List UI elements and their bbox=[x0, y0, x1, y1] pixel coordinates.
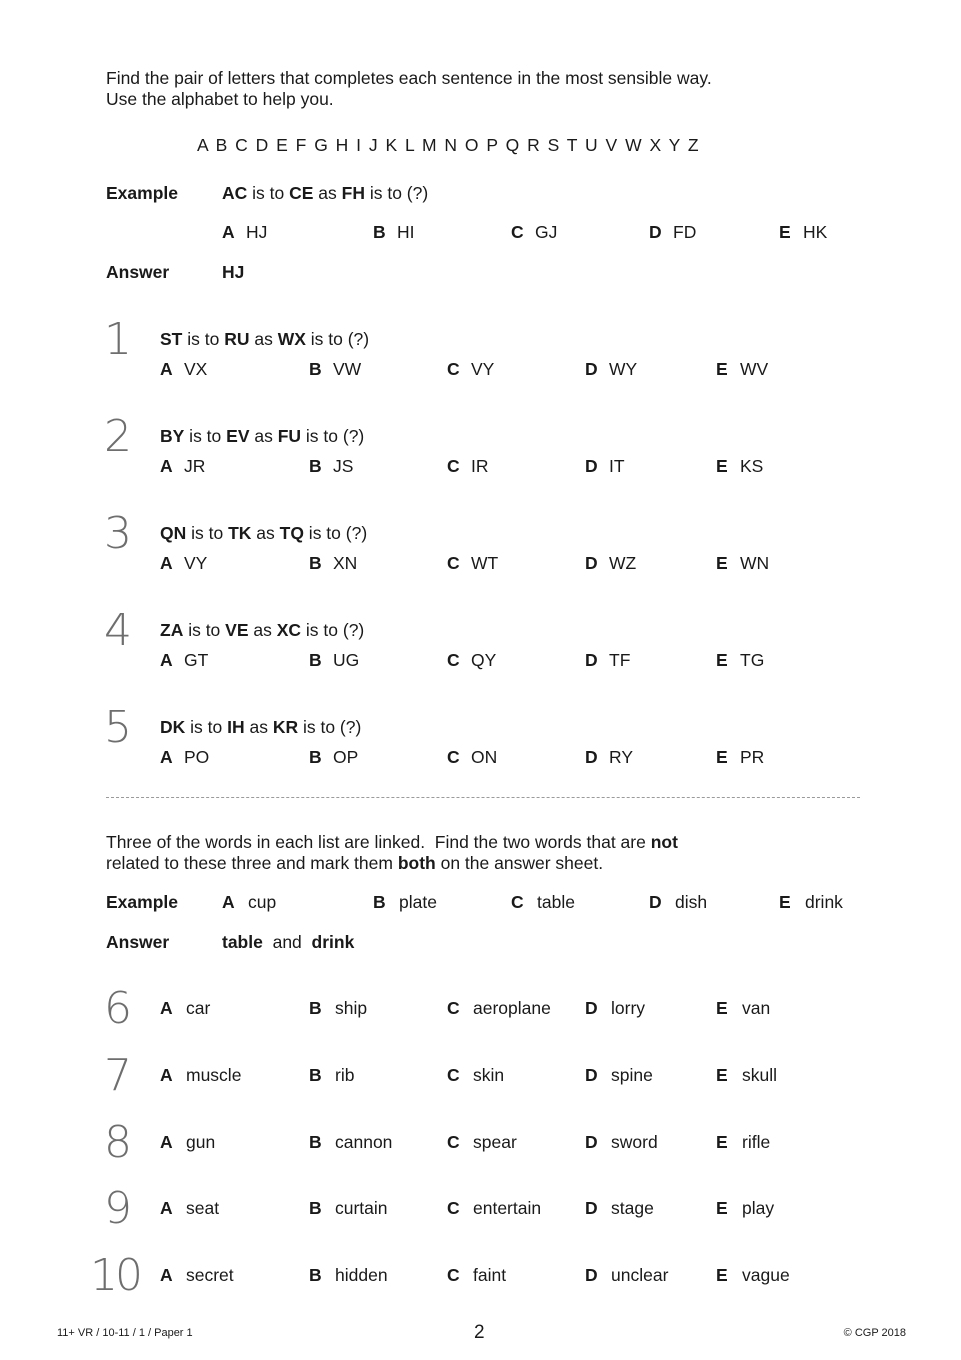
option-letter: D bbox=[585, 1265, 598, 1285]
option-letter: B bbox=[309, 456, 322, 476]
option-text: VY bbox=[471, 359, 495, 379]
instruction-emphasis: both bbox=[397, 853, 436, 873]
option-text: VY bbox=[184, 553, 208, 573]
question-number: 4 bbox=[104, 605, 132, 656]
option-letter: C bbox=[447, 747, 460, 767]
sentence-text: is to bbox=[184, 426, 227, 446]
sentence-text: is to bbox=[186, 523, 229, 543]
question-sentence bbox=[160, 329, 369, 350]
option-letter: C bbox=[511, 892, 524, 912]
option-e[interactable] bbox=[716, 1265, 790, 1286]
example-label: Example bbox=[106, 183, 178, 203]
answer-word: table bbox=[222, 932, 263, 952]
option-text: PO bbox=[184, 747, 210, 767]
pair: DK bbox=[160, 717, 186, 737]
option-letter: B bbox=[309, 1265, 322, 1285]
question-number: 2 bbox=[104, 411, 132, 462]
option-text: cannon bbox=[335, 1132, 393, 1152]
footer-copyright: © CGP 2018 bbox=[843, 1327, 906, 1339]
option-text: HI bbox=[397, 222, 415, 242]
footer-paper-code: 11+ VR / 10-11 / 1 / Paper 1 bbox=[57, 1327, 193, 1339]
option-b[interactable] bbox=[309, 747, 358, 768]
option-text: WY bbox=[609, 359, 638, 379]
question-sentence bbox=[160, 523, 367, 544]
option-letter: A bbox=[222, 222, 235, 242]
option-b[interactable] bbox=[309, 1132, 392, 1153]
option-d[interactable] bbox=[649, 892, 707, 913]
instruction-line bbox=[106, 832, 678, 853]
sentence-text: is to (?) bbox=[301, 620, 365, 640]
pair: VE bbox=[225, 620, 249, 640]
option-text: PR bbox=[740, 747, 765, 767]
option-text: XN bbox=[333, 553, 358, 573]
pair: FU bbox=[277, 426, 302, 446]
option-b[interactable] bbox=[309, 1065, 354, 1086]
option-text: rib bbox=[335, 1065, 355, 1085]
option-e[interactable] bbox=[716, 456, 763, 477]
option-letter: E bbox=[716, 359, 728, 379]
sentence-text: is to (?) bbox=[303, 523, 368, 543]
option-e[interactable] bbox=[716, 359, 768, 380]
option-text: vague bbox=[742, 1265, 790, 1285]
option-text: rifle bbox=[742, 1132, 771, 1152]
option-text: JR bbox=[184, 456, 206, 476]
section-divider bbox=[106, 797, 860, 798]
instruction-text: Three of the words in each list are linked. Find the two words that are bbox=[106, 832, 651, 852]
option-letter: B bbox=[309, 747, 322, 767]
option-text: IR bbox=[471, 456, 489, 476]
option-e[interactable] bbox=[779, 222, 827, 243]
option-text: faint bbox=[473, 1265, 507, 1285]
sentence-text: is to bbox=[185, 717, 228, 737]
pair: AC bbox=[222, 183, 248, 203]
instruction-line bbox=[106, 853, 678, 874]
option-text: cup bbox=[248, 892, 277, 912]
option-text: entertain bbox=[473, 1198, 542, 1218]
option-c[interactable] bbox=[511, 222, 557, 243]
option-d[interactable] bbox=[585, 998, 645, 1019]
option-d[interactable] bbox=[585, 1198, 654, 1219]
option-letter: C bbox=[447, 998, 460, 1018]
option-letter: B bbox=[373, 222, 386, 242]
option-text: GT bbox=[184, 650, 209, 670]
sentence-text: is to bbox=[247, 183, 290, 203]
option-text: FD bbox=[673, 222, 697, 242]
option-letter: C bbox=[511, 222, 524, 242]
option-text: WN bbox=[740, 553, 770, 573]
option-text: ON bbox=[471, 747, 498, 767]
option-letter: A bbox=[160, 456, 173, 476]
option-e[interactable] bbox=[716, 553, 769, 574]
option-letter: B bbox=[309, 998, 322, 1018]
option-letter: B bbox=[309, 553, 322, 573]
question-number: 9 bbox=[104, 1183, 132, 1234]
option-text: skull bbox=[742, 1065, 778, 1085]
option-letter: A bbox=[160, 359, 173, 379]
option-letter: A bbox=[160, 553, 173, 573]
option-text: WV bbox=[740, 359, 769, 379]
option-letter: A bbox=[222, 892, 235, 912]
option-text: van bbox=[742, 998, 771, 1018]
example-sentence bbox=[222, 183, 428, 204]
option-e[interactable] bbox=[716, 747, 764, 768]
question-number: 3 bbox=[104, 508, 132, 559]
option-letter: D bbox=[585, 456, 598, 476]
option-c[interactable] bbox=[447, 1065, 504, 1086]
option-text: WZ bbox=[609, 553, 637, 573]
option-text: OP bbox=[333, 747, 359, 767]
option-a[interactable] bbox=[222, 222, 267, 243]
option-b[interactable] bbox=[309, 650, 359, 671]
option-letter: B bbox=[309, 1132, 322, 1152]
instruction-line: Find the pair of letters that completes each sentence in the most sensible way. bbox=[106, 68, 712, 88]
option-c[interactable] bbox=[447, 456, 489, 477]
option-text: lorry bbox=[611, 998, 646, 1018]
option-letter: D bbox=[585, 359, 598, 379]
example-answer bbox=[222, 932, 354, 953]
option-a[interactable] bbox=[160, 1198, 219, 1219]
question-number: 8 bbox=[104, 1117, 132, 1168]
option-b[interactable] bbox=[309, 456, 353, 477]
section1-instructions bbox=[106, 68, 712, 110]
question-number: 10 bbox=[90, 1250, 140, 1301]
option-text: skin bbox=[473, 1065, 505, 1085]
option-text: unclear bbox=[611, 1265, 669, 1285]
option-letter: D bbox=[585, 650, 598, 670]
answer-and: and bbox=[272, 932, 302, 952]
option-b[interactable] bbox=[373, 892, 437, 913]
option-letter: A bbox=[160, 747, 173, 767]
pair: QN bbox=[160, 523, 187, 543]
option-text: VW bbox=[333, 359, 362, 379]
sentence-text: is to (?) bbox=[298, 717, 362, 737]
option-c[interactable] bbox=[447, 747, 497, 768]
option-letter: D bbox=[585, 553, 598, 573]
option-c[interactable] bbox=[511, 892, 575, 913]
answer-label: Answer bbox=[106, 262, 170, 282]
option-text: table bbox=[537, 892, 575, 912]
instruction-text: related to these three and mark them bbox=[106, 853, 398, 873]
option-text: drink bbox=[805, 892, 843, 912]
option-letter: E bbox=[716, 553, 728, 573]
sentence-text: as bbox=[249, 329, 278, 349]
option-letter: E bbox=[716, 650, 728, 670]
question-sentence bbox=[160, 426, 364, 447]
option-text: ship bbox=[335, 998, 368, 1018]
option-text: seat bbox=[186, 1198, 220, 1218]
pair: EV bbox=[226, 426, 250, 446]
page-number: 2 bbox=[474, 1322, 485, 1343]
option-letter: E bbox=[716, 1265, 728, 1285]
pair: FH bbox=[341, 183, 365, 203]
option-d[interactable] bbox=[585, 553, 636, 574]
instruction-text: on the answer sheet. bbox=[435, 853, 604, 873]
option-e[interactable] bbox=[716, 998, 770, 1019]
option-letter: C bbox=[447, 456, 460, 476]
option-letter: E bbox=[779, 892, 791, 912]
option-c[interactable] bbox=[447, 553, 498, 574]
sentence-text: is to (?) bbox=[305, 329, 370, 349]
pair: CE bbox=[289, 183, 314, 203]
option-text: gun bbox=[186, 1132, 216, 1152]
option-text: GJ bbox=[535, 222, 558, 242]
instruction-line: Use the alphabet to help you. bbox=[106, 89, 334, 109]
option-letter: A bbox=[160, 998, 173, 1018]
option-letter: C bbox=[447, 1198, 460, 1218]
option-a[interactable] bbox=[160, 1265, 234, 1286]
pair: TQ bbox=[279, 523, 304, 543]
answer-label: Answer bbox=[106, 932, 170, 952]
pair: RU bbox=[224, 329, 250, 349]
option-c[interactable] bbox=[447, 998, 551, 1019]
answer-word: drink bbox=[311, 932, 355, 952]
option-a[interactable] bbox=[160, 553, 207, 574]
instruction-emphasis: not bbox=[650, 832, 678, 852]
question-number: 1 bbox=[104, 314, 132, 365]
option-a[interactable] bbox=[160, 1065, 241, 1086]
option-letter: B bbox=[309, 1065, 322, 1085]
option-b[interactable] bbox=[309, 553, 357, 574]
option-a[interactable] bbox=[160, 1132, 215, 1153]
question-number: 7 bbox=[104, 1050, 132, 1101]
option-letter: C bbox=[447, 1265, 460, 1285]
example-answer: HJ bbox=[222, 262, 245, 282]
option-text: muscle bbox=[186, 1065, 242, 1085]
question-number: 5 bbox=[104, 702, 132, 753]
option-letter: A bbox=[160, 1198, 173, 1218]
option-letter: C bbox=[447, 359, 460, 379]
option-text: aeroplane bbox=[473, 998, 551, 1018]
option-a[interactable] bbox=[222, 892, 276, 913]
option-letter: C bbox=[447, 1132, 460, 1152]
option-text: spear bbox=[473, 1132, 517, 1152]
option-d[interactable] bbox=[585, 1065, 653, 1086]
option-letter: E bbox=[716, 747, 728, 767]
option-letter: D bbox=[585, 1065, 598, 1085]
option-text: HK bbox=[803, 222, 828, 242]
sentence-text: as bbox=[313, 183, 342, 203]
option-letter: C bbox=[447, 650, 460, 670]
option-d[interactable] bbox=[585, 650, 630, 671]
pair: XC bbox=[276, 620, 302, 640]
sentence-text: as bbox=[244, 717, 273, 737]
option-letter: D bbox=[585, 1132, 598, 1152]
option-e[interactable] bbox=[716, 650, 764, 671]
pair: BY bbox=[160, 426, 185, 446]
option-letter: D bbox=[649, 892, 662, 912]
option-c[interactable] bbox=[447, 1265, 506, 1286]
option-e[interactable] bbox=[716, 1065, 777, 1086]
option-a[interactable] bbox=[160, 359, 207, 380]
option-letter: C bbox=[447, 553, 460, 573]
option-a[interactable] bbox=[160, 998, 210, 1019]
option-d[interactable] bbox=[585, 1132, 658, 1153]
sentence-text: is to (?) bbox=[301, 426, 365, 446]
option-text: dish bbox=[675, 892, 708, 912]
option-text: secret bbox=[186, 1265, 234, 1285]
section2-instructions bbox=[106, 832, 678, 874]
option-letter: B bbox=[373, 892, 386, 912]
option-letter: D bbox=[649, 222, 662, 242]
pair: ST bbox=[160, 329, 183, 349]
option-text: JS bbox=[333, 456, 354, 476]
option-text: QY bbox=[471, 650, 497, 670]
option-text: TG bbox=[740, 650, 765, 670]
example-label: Example bbox=[106, 892, 178, 912]
option-b[interactable] bbox=[309, 359, 361, 380]
option-a[interactable] bbox=[160, 650, 208, 671]
option-text: stage bbox=[611, 1198, 654, 1218]
option-letter: D bbox=[585, 998, 598, 1018]
option-text: WT bbox=[471, 553, 499, 573]
option-letter: B bbox=[309, 359, 322, 379]
alphabet-strip: A B C D E F G H I J K L M N O P Q R S T U V W X Y Z bbox=[197, 135, 700, 155]
sentence-text: as bbox=[251, 523, 280, 543]
option-d[interactable] bbox=[585, 456, 625, 477]
option-letter: E bbox=[716, 1132, 728, 1152]
option-letter: A bbox=[160, 1265, 173, 1285]
option-d[interactable] bbox=[585, 747, 633, 768]
option-text: UG bbox=[333, 650, 360, 670]
option-text: KS bbox=[740, 456, 764, 476]
option-c[interactable] bbox=[447, 1132, 517, 1153]
option-d[interactable] bbox=[585, 359, 637, 380]
option-text: car bbox=[186, 998, 211, 1018]
question-sentence bbox=[160, 620, 364, 641]
option-text: RY bbox=[609, 747, 633, 767]
sentence-text: is to bbox=[182, 329, 225, 349]
option-text: VX bbox=[184, 359, 208, 379]
option-b[interactable] bbox=[309, 1198, 388, 1219]
option-d[interactable] bbox=[585, 1265, 668, 1286]
question-number: 6 bbox=[104, 983, 132, 1034]
option-text: play bbox=[742, 1198, 775, 1218]
option-text: sword bbox=[611, 1132, 658, 1152]
option-a[interactable] bbox=[160, 456, 205, 477]
option-c[interactable] bbox=[447, 1198, 541, 1219]
sentence-text: as bbox=[249, 426, 278, 446]
option-letter: A bbox=[160, 1065, 173, 1085]
option-text: hidden bbox=[335, 1265, 388, 1285]
option-letter: D bbox=[585, 1198, 598, 1218]
option-b[interactable] bbox=[373, 222, 415, 243]
sentence-text: is to bbox=[183, 620, 226, 640]
option-letter: E bbox=[716, 1198, 728, 1218]
pair: ZA bbox=[160, 620, 184, 640]
option-text: spine bbox=[611, 1065, 653, 1085]
option-letter: A bbox=[160, 650, 173, 670]
pair: WX bbox=[277, 329, 306, 349]
option-e[interactable] bbox=[716, 1132, 770, 1153]
option-text: curtain bbox=[335, 1198, 388, 1218]
option-e[interactable] bbox=[779, 892, 843, 913]
option-letter: E bbox=[716, 998, 728, 1018]
option-text: plate bbox=[399, 892, 437, 912]
option-letter: D bbox=[585, 747, 598, 767]
sentence-text: is to (?) bbox=[364, 183, 429, 203]
option-b[interactable] bbox=[309, 1265, 388, 1286]
option-b[interactable] bbox=[309, 998, 367, 1019]
option-letter: B bbox=[309, 650, 322, 670]
pair: IH bbox=[227, 717, 245, 737]
option-c[interactable] bbox=[447, 650, 496, 671]
pair: KR bbox=[272, 717, 299, 737]
option-letter: E bbox=[716, 1065, 728, 1085]
option-letter: E bbox=[716, 456, 728, 476]
option-letter: B bbox=[309, 1198, 322, 1218]
option-text: HJ bbox=[246, 222, 268, 242]
sentence-text: as bbox=[248, 620, 277, 640]
option-letter: E bbox=[779, 222, 791, 242]
option-d[interactable] bbox=[649, 222, 696, 243]
option-letter: C bbox=[447, 1065, 460, 1085]
option-letter: A bbox=[160, 1132, 173, 1152]
option-text: IT bbox=[609, 456, 625, 476]
pair: TK bbox=[228, 523, 252, 543]
question-sentence bbox=[160, 717, 361, 738]
option-e[interactable] bbox=[716, 1198, 774, 1219]
option-text: TF bbox=[609, 650, 631, 670]
option-a[interactable] bbox=[160, 747, 209, 768]
option-c[interactable] bbox=[447, 359, 494, 380]
